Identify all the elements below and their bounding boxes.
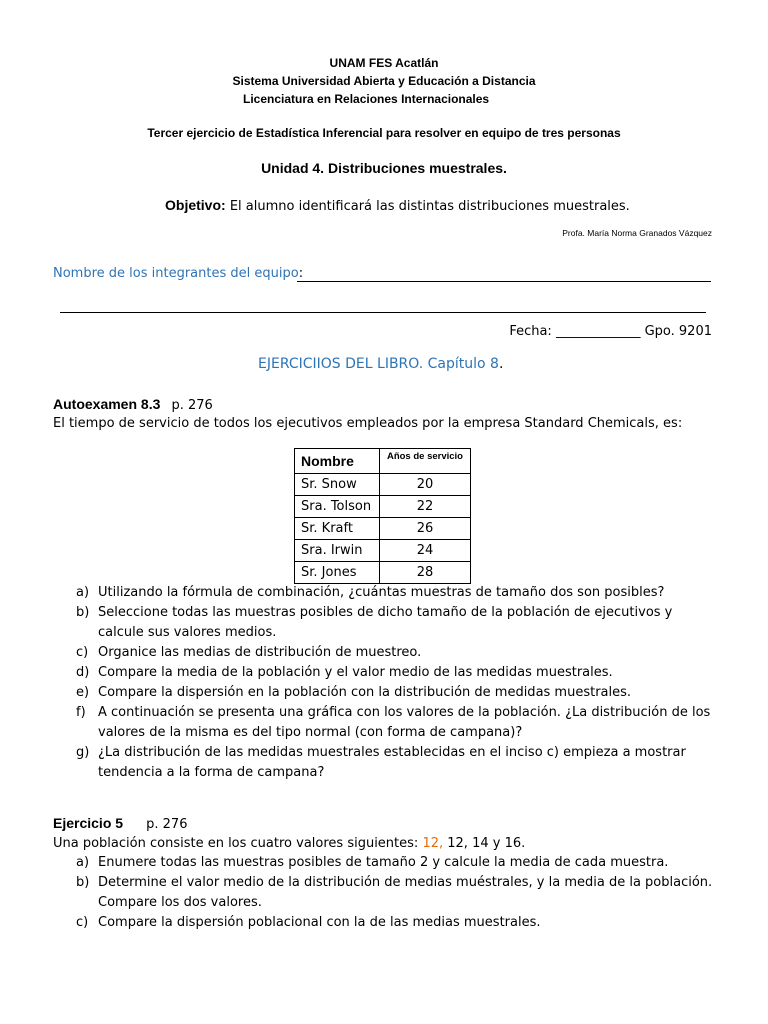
- team-names-blank-1[interactable]: [297, 281, 711, 282]
- question-letter: e): [76, 685, 90, 700]
- ejercicio5-heading: [53, 813, 187, 832]
- question-item: [76, 683, 726, 703]
- table-cell-years: 28: [379, 562, 470, 584]
- team-label: Nombre de los integrantes del equipo: [53, 266, 299, 281]
- team-label-line: [53, 266, 303, 281]
- question-text: Enumere todas las muestras posibles de tamaño 2 y calcule la media de cada muestra.: [98, 855, 669, 870]
- group-label: Gpo. 9201: [644, 324, 712, 339]
- section-heading: [258, 356, 503, 372]
- question-item: [76, 743, 726, 783]
- section-period: .: [498, 356, 504, 372]
- degree-name: Licenciatura en Relaciones Internacionales: [243, 92, 490, 106]
- question-text: Seleccione todas las muestras posibles de dicho tamaño de la población de ejecutivos y calcule sus valores medios.: [98, 605, 673, 640]
- question-text: Compare la dispersión poblacional con la de las medias muestrales.: [98, 915, 541, 930]
- program-name: Sistema Universidad Abierta y Educación a Distancia: [232, 74, 536, 88]
- question-item: [76, 703, 726, 743]
- question-text: Determine el valor medio de la distribución de medias muéstrales, y la media de la población. Compare los dos valores.: [98, 875, 713, 910]
- question-letter: g): [76, 745, 90, 760]
- table-header-name: Nombre: [295, 449, 380, 474]
- table-row: [295, 518, 471, 540]
- autoexamen-page: p. 276: [171, 398, 213, 413]
- question-letter: c): [76, 645, 89, 660]
- section-title: EJERCICIIOS DEL LIBRO. Capítulo 8: [258, 356, 499, 372]
- objective-label: Objetivo:: [165, 197, 226, 213]
- question-item: [76, 913, 726, 933]
- question-item: [76, 873, 726, 913]
- institution-name: UNAM FES Acatlán: [329, 56, 439, 70]
- question-letter: a): [76, 585, 90, 600]
- team-colon: :: [298, 266, 304, 281]
- question-text: Compare la media de la población y el valor medio de las medidas muestrales.: [98, 665, 613, 680]
- ejercicio5-intro-after: 12, 14 y 16.: [447, 836, 526, 851]
- question-letter: c): [76, 915, 89, 930]
- question-letter: b): [76, 875, 90, 890]
- table-row: [295, 540, 471, 562]
- date-blank[interactable]: _____________: [555, 324, 641, 339]
- question-text: Utilizando la fórmula de combinación, ¿cuántas muestras de tamaño dos son posibles?: [98, 585, 665, 600]
- teacher-name: Profa. María Norma Granados Vázquez: [562, 228, 712, 238]
- table-cell-years: 22: [379, 496, 470, 518]
- question-text: A continuación se presenta una gráfica con los valores de la población. ¿La distribución de los valores de la misma es del tipo normal (con forma de campana)?: [98, 705, 711, 740]
- question-item: [76, 583, 726, 603]
- table-row: [295, 474, 471, 496]
- service-table: [294, 448, 471, 584]
- ejercicio5-intro-before: Una población consiste en los cuatro valores siguientes:: [53, 836, 419, 851]
- table-cell-name: Sra. Irwin: [295, 540, 380, 562]
- question-item: [76, 603, 726, 643]
- table-cell-name: Sr. Snow: [295, 474, 380, 496]
- team-names-blank-2[interactable]: [60, 312, 706, 313]
- autoexamen-title: Autoexamen 8.3: [53, 396, 161, 412]
- question-item: [76, 643, 726, 663]
- date-label: Fecha:: [509, 324, 552, 339]
- question-letter: a): [76, 855, 90, 870]
- autoexamen-intro: El tiempo de servicio de todos los ejecutivos empleados por la empresa Standard Chemicals, es:: [53, 416, 683, 431]
- ejercicio5-intro: [53, 836, 525, 851]
- autoexamen-heading: [53, 394, 213, 413]
- question-letter: d): [76, 665, 90, 680]
- assignment-subtitle: Tercer ejercicio de Estadística Inferencial para resolver en equipo de tres personas: [147, 126, 621, 140]
- question-letter: b): [76, 605, 90, 620]
- table-cell-years: 26: [379, 518, 470, 540]
- objective-line: [165, 197, 630, 214]
- table-cell-years: 24: [379, 540, 470, 562]
- ejercicio5-intro-highlight: 12,: [422, 836, 444, 851]
- table-cell-name: Sr. Jones: [295, 562, 380, 584]
- table-row: [295, 562, 471, 584]
- date-group-line: [509, 324, 712, 339]
- objective-text: El alumno identificará las distintas distribuciones muestrales.: [229, 199, 630, 214]
- ejercicio5-title: Ejercicio 5: [53, 815, 124, 831]
- question-text: Compare la dispersión en la población con la distribución de medidas muestrales.: [98, 685, 632, 700]
- question-text: ¿La distribución de las medidas muestrales establecidas en el inciso c) empieza a mostrar tendencia a la forma de campana?: [98, 745, 686, 780]
- table-header-years: Años de servicio: [379, 449, 470, 474]
- ejercicio5-page: p. 276: [146, 817, 188, 832]
- unit-title: Unidad 4. Distribuciones muestrales.: [261, 160, 507, 176]
- question-item: [76, 663, 726, 683]
- table-row: [295, 496, 471, 518]
- table-header-row: [295, 449, 471, 474]
- question-item: [76, 853, 726, 873]
- question-text: Organice las medias de distribución de muestreo.: [98, 645, 422, 660]
- question-letter: f): [76, 705, 86, 720]
- table-cell-years: 20: [379, 474, 470, 496]
- table-cell-name: Sr. Kraft: [295, 518, 380, 540]
- table-cell-name: Sra. Tolson: [295, 496, 380, 518]
